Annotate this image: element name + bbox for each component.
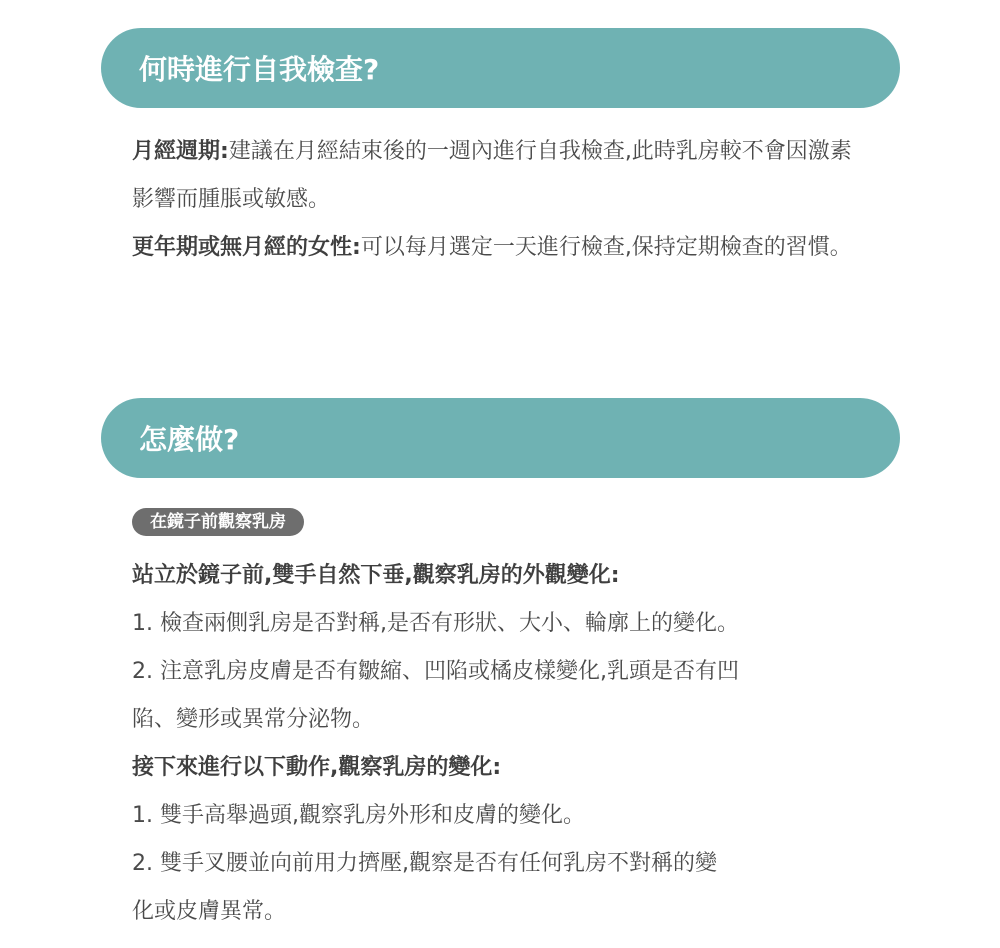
section-title-when: 何時進行自我檢查? — [139, 53, 380, 86]
text-menstrual-cycle: 建議在月經結束後的一週內進行自我檢查,此時乳房較不會因激素影響而腫脹或敏感。 — [132, 139, 852, 212]
instruction-item: 2. 雙手叉腰並向前用力擠壓,觀察是否有任何乳房不對稱的變 — [132, 851, 717, 876]
section-banner-when — [101, 28, 900, 108]
section-banner-how — [101, 398, 900, 478]
instruction-item: 2. 注意乳房皮膚是否有皺縮、凹陷或橘皮樣變化,乳頭是否有凹 — [132, 659, 739, 684]
paragraph-menstrual-cycle — [132, 128, 872, 224]
instruction-item-continued: 陷、變形或異常分泌物。 — [132, 707, 375, 732]
instruction-heading-2: 接下來進行以下動作,觀察乳房的變化: — [132, 755, 502, 780]
instruction-item-continued: 化或皮膚異常。 — [132, 899, 287, 924]
instruction-item: 1. 雙手高舉過頭,觀察乳房外形和皮膚的變化。 — [132, 803, 585, 828]
tag-mirror-observation: 在鏡子前觀察乳房 — [132, 508, 304, 536]
instruction-heading-1: 站立於鏡子前,雙手自然下垂,觀察乳房的外觀變化: — [132, 563, 620, 588]
text-menopause: 可以每月選定一天進行檢查,保持定期檢查的習慣。 — [360, 235, 852, 260]
section-title-how: 怎麼做? — [139, 423, 240, 456]
label-menstrual-cycle: 月經週期: — [132, 139, 229, 164]
instruction-item: 1. 檢查兩側乳房是否對稱,是否有形狀、大小、輪廓上的變化。 — [132, 611, 739, 636]
label-menopause: 更年期或無月經的女性: — [132, 235, 361, 260]
paragraph-menopause — [132, 224, 872, 272]
